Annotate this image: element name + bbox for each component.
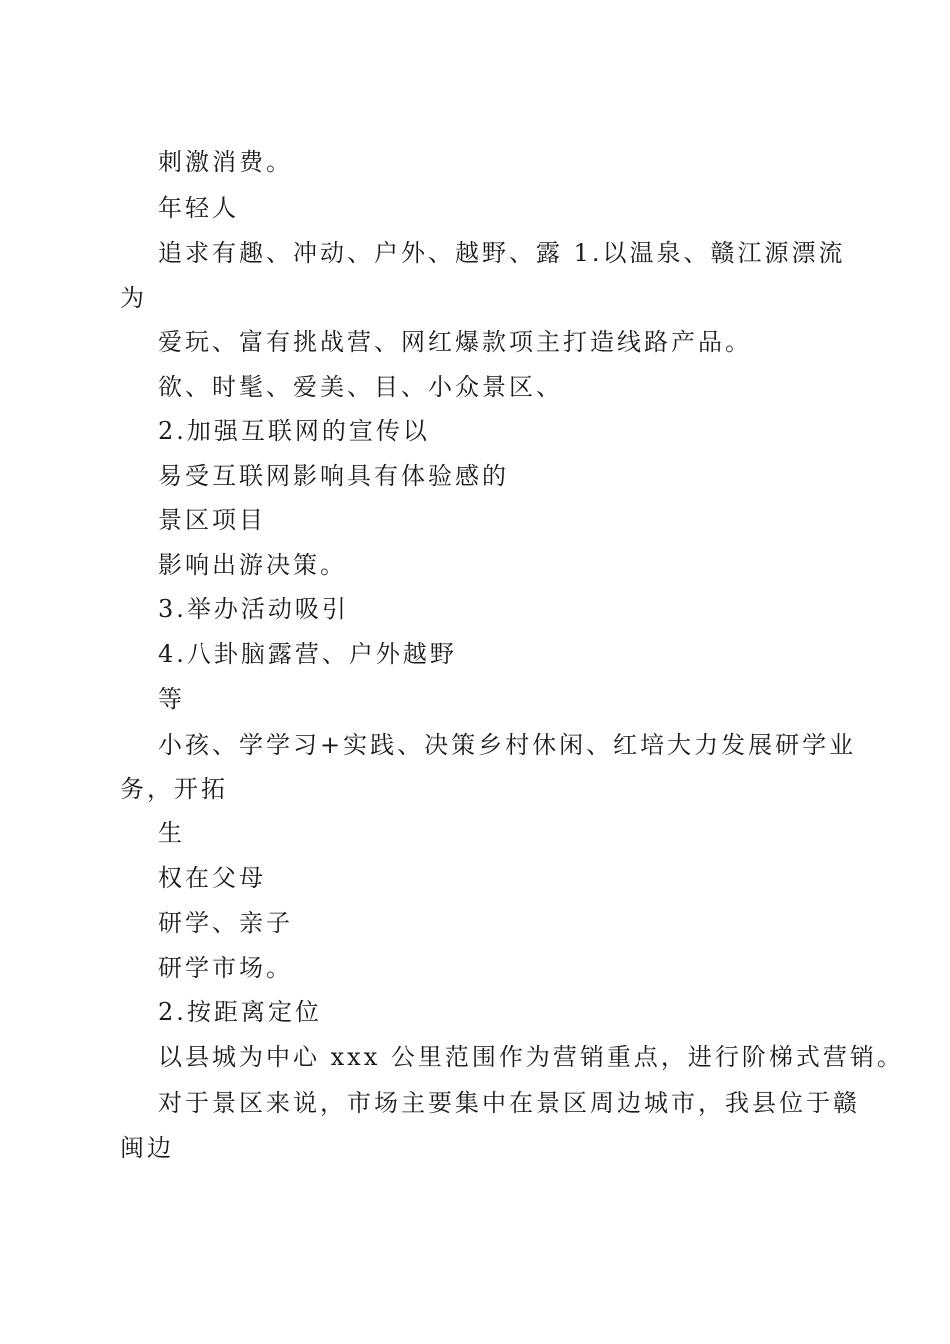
text-line: 生 [158,819,185,847]
text-line: 对于景区来说，市场主要集中在景区周边城市，我县位于赣 [158,1089,860,1117]
text-line: 爱玩、富有挑战营、网红爆款项主打造线路产品。 [158,328,752,356]
text-line: 闽边 [120,1134,174,1162]
text-line: 年轻人 [158,194,239,222]
text-line: 小孩、学学习+实践、决策乡村休闲、红培大力发展研学业 [158,731,857,759]
text-line: 易受互联网影响具有体验感的 [158,462,509,490]
text-line: 2.加强互联网的宣传以 [158,417,430,445]
text-line: 欲、时髦、爱美、目、小众景区、 [158,373,563,401]
text-line: 追求有趣、冲动、户外、越野、露 1.以温泉、赣江源漂流 [158,239,846,267]
text-line: 等 [158,685,185,713]
text-line: 影响出游决策。 [158,551,347,579]
text-line: 以县城为中心 xxx 公里范围作为营销重点，进行阶梯式营销。 [158,1043,904,1071]
text-line: 为 [120,284,147,312]
text-line: 权在父母 [158,864,266,892]
text-line: 研学市场。 [158,954,293,982]
text-line: 3.举办活动吸引 [158,595,349,623]
text-line: 景区项目 [158,506,266,534]
text-line: 4.八卦脑露营、户外越野 [158,640,457,668]
text-line: 刺激消费。 [158,148,293,176]
text-line: 务，开拓 [120,775,228,803]
text-line: 研学、亲子 [158,909,293,937]
text-line: 2.按距离定位 [158,998,322,1026]
